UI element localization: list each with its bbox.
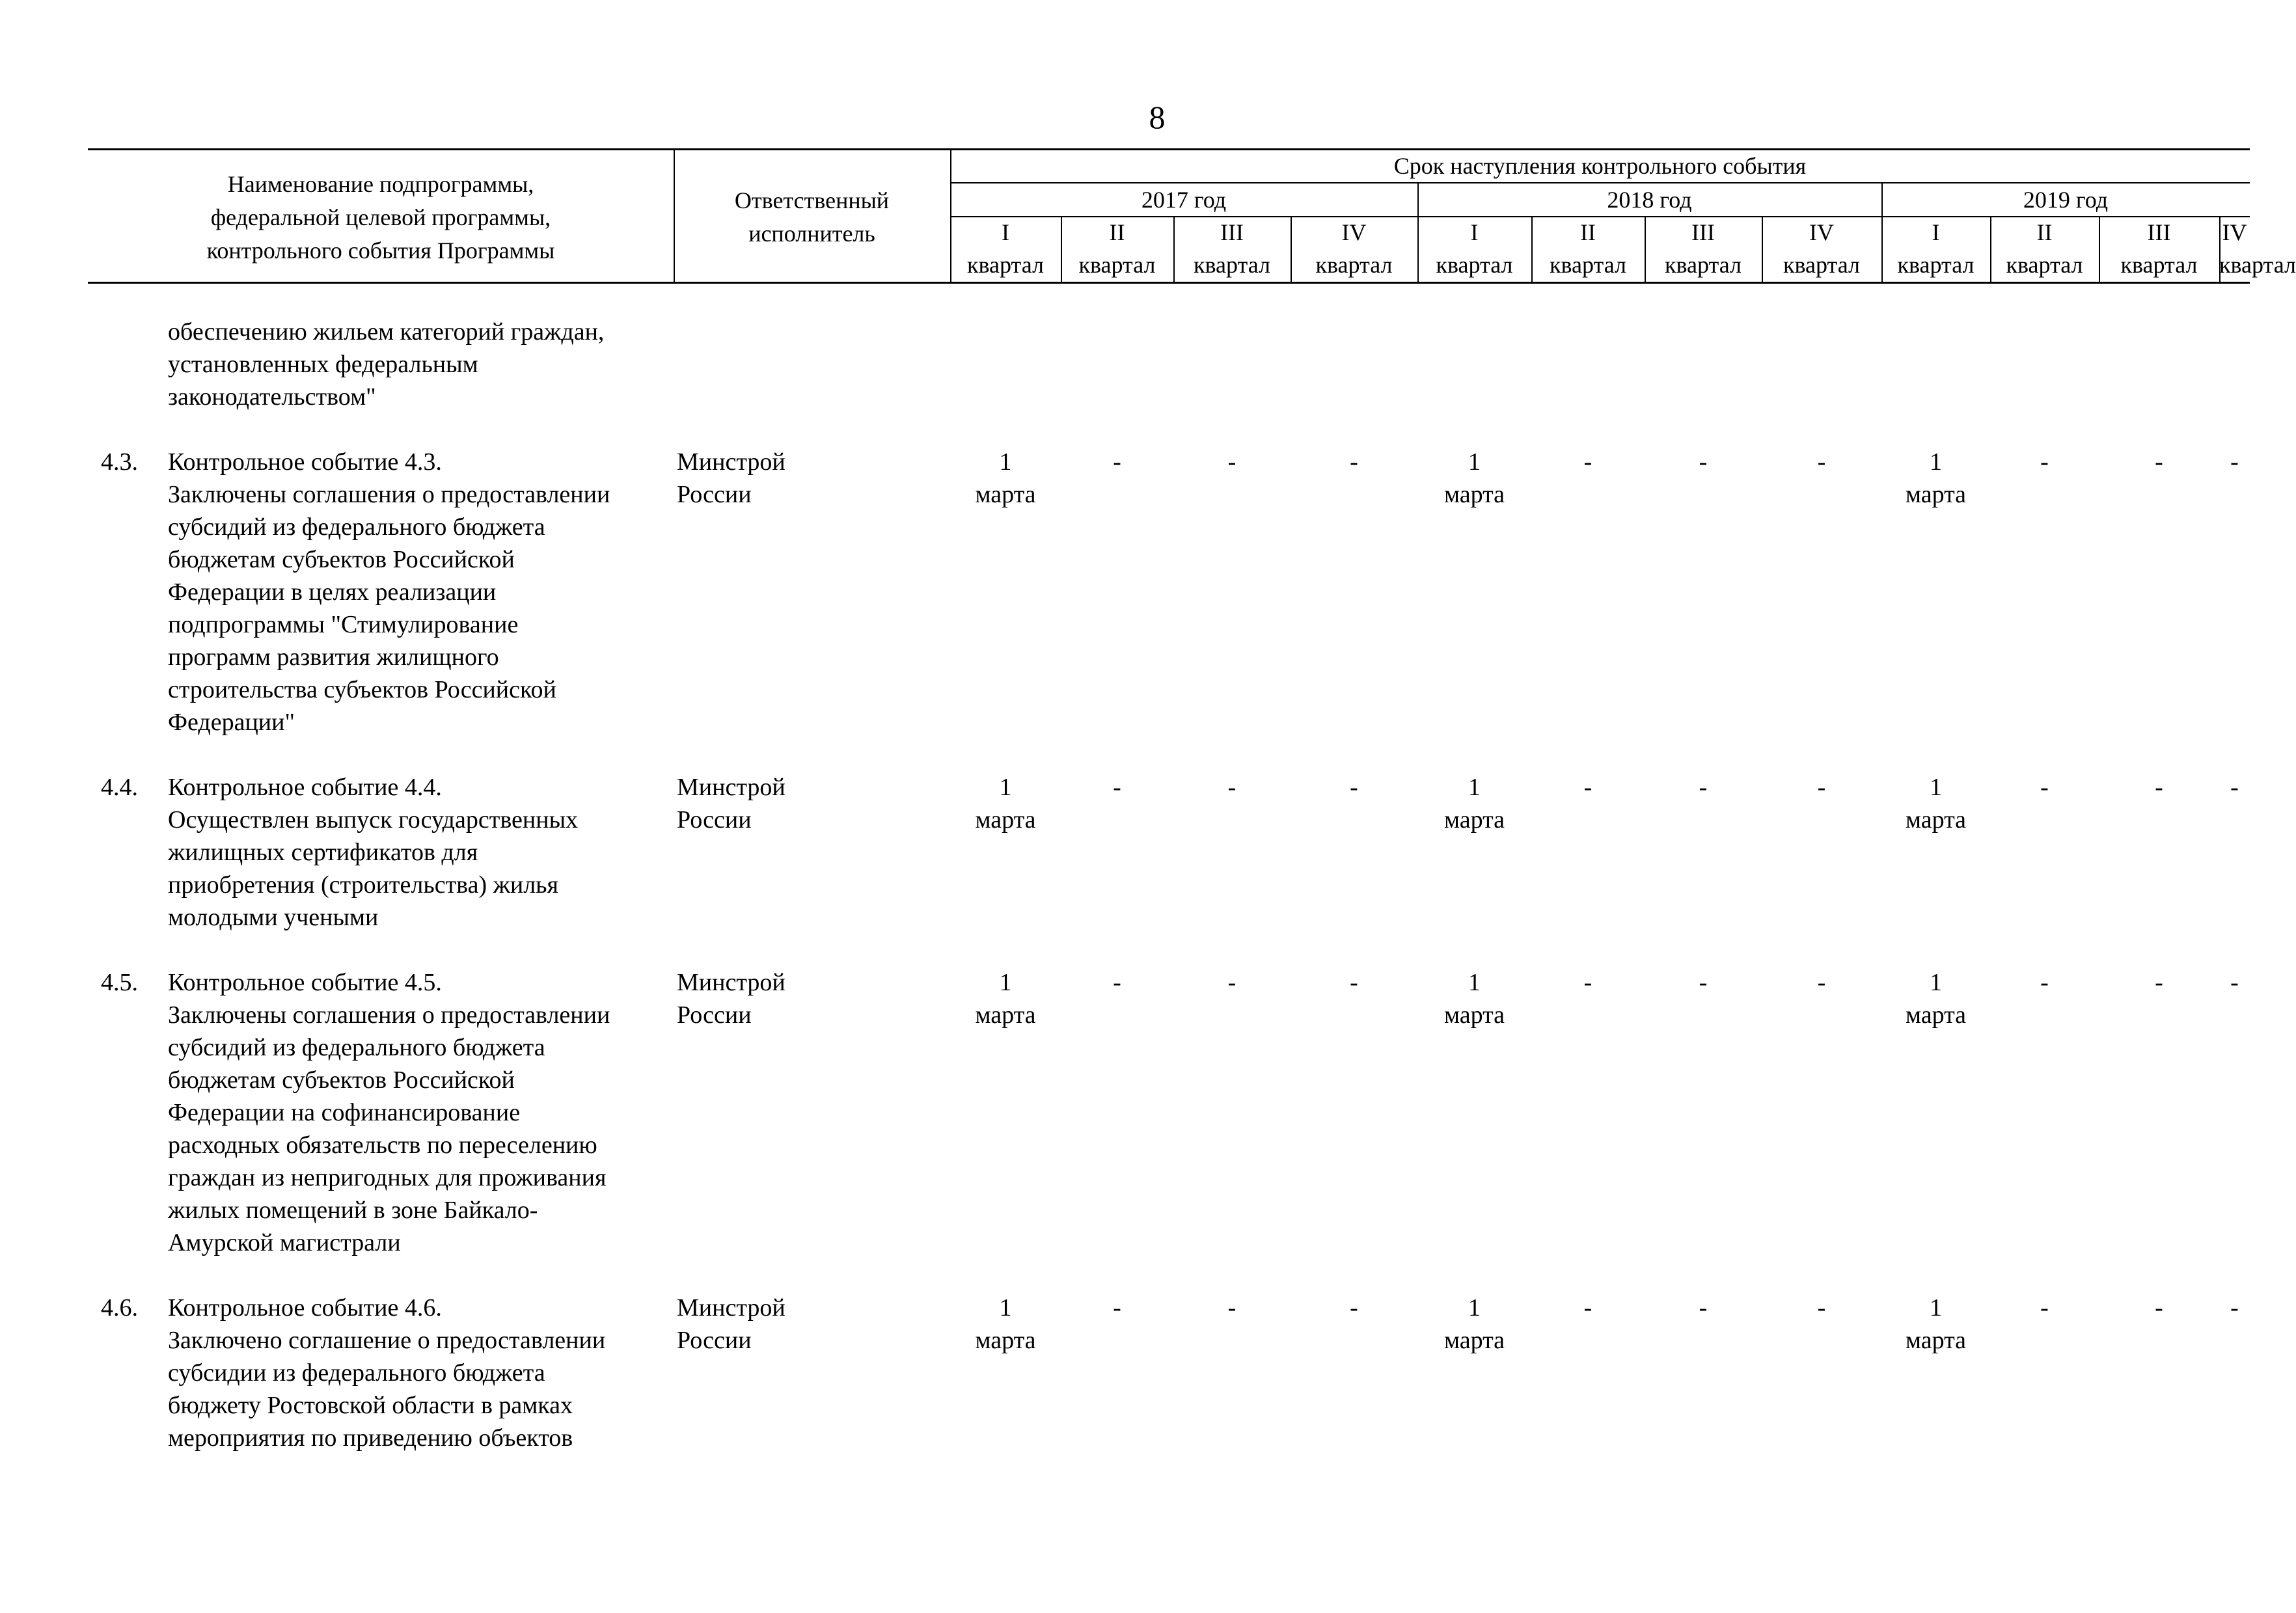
event-description-line: обеспечению жильем категорий граждан, xyxy=(168,318,605,346)
column-header-deadline: Срок наступления контрольного события xyxy=(1393,153,1807,179)
quarter-cell xyxy=(1291,966,1417,999)
quarter-cell xyxy=(1990,446,2099,478)
quarter-cell-line: - xyxy=(1350,774,1358,801)
quarter-cell xyxy=(1762,771,1881,804)
responsible-executor xyxy=(677,966,872,1031)
quarter-cell xyxy=(1417,771,1531,836)
quarter-cell-line: - xyxy=(1227,448,1237,476)
quarter-cell-line: марта xyxy=(975,806,1036,834)
quarter-cell-line: - xyxy=(2040,448,2049,476)
event-description-line: расходных обязательств по переселению xyxy=(168,1132,597,1159)
quarter-cell-line: марта xyxy=(975,1001,1036,1029)
quarter-cell-line: марта xyxy=(1905,1001,1967,1029)
quarter-cell-line: - xyxy=(1817,1294,1826,1322)
event-description-line: Федерации на софинансирование xyxy=(168,1099,521,1126)
quarter-cell-line: - xyxy=(1227,969,1237,996)
event-description-line: субсидий из федерального бюджета xyxy=(168,513,545,541)
year-header-2018: 2018 год xyxy=(1607,187,1692,213)
event-description-line: субсидий из федерального бюджета xyxy=(168,1034,545,1061)
quarter-cell-line: марта xyxy=(1443,481,1505,508)
event-description-line: Амурской магистрали xyxy=(168,1229,401,1256)
quarter-cell-line: марта xyxy=(1443,1327,1505,1354)
column-header-name-line: контрольного события Программы xyxy=(206,237,555,264)
event-description-line: бюджету Ростовской области в рамках xyxy=(168,1392,573,1419)
quarter-header-label: квартал xyxy=(1194,252,1270,278)
event-description-line: Осуществлен выпуск государственных xyxy=(168,806,579,834)
quarter-cell xyxy=(1291,1292,1417,1324)
quarter-cell-line: 1 xyxy=(1930,448,1942,476)
row-number: 4.3. xyxy=(101,448,138,476)
year-header-2019: 2019 год xyxy=(2023,187,2109,213)
quarter-header-numeral: IV xyxy=(1809,219,1834,245)
quarter-cell-line: 1 xyxy=(999,774,1012,801)
quarter-cell xyxy=(1762,446,1881,478)
quarter-cell xyxy=(1173,771,1291,804)
quarter-cell xyxy=(1061,446,1173,478)
event-description-line: Заключены соглашения о предоставлении xyxy=(168,1001,610,1029)
quarter-cell xyxy=(1061,771,1173,804)
event-description-line: Заключены соглашения о предоставлении xyxy=(168,481,610,508)
quarter-cell-line: - xyxy=(2040,969,2049,996)
quarter-cell xyxy=(1173,966,1291,999)
column-header-responsible xyxy=(674,184,950,251)
event-description-line: Контрольное событие 4.4. xyxy=(168,774,442,801)
quarter-cell xyxy=(1417,1292,1531,1357)
quarter-cell xyxy=(2219,771,2250,804)
quarter-cell-line: - xyxy=(1350,1294,1358,1322)
quarter-cell-line: - xyxy=(1699,1294,1708,1322)
quarter-cell xyxy=(1173,1292,1291,1324)
quarter-header-numeral: III xyxy=(2147,219,2171,245)
quarter-cell-line: - xyxy=(2040,774,2049,801)
event-description-line: приобретения (строительства) жилья xyxy=(168,871,558,899)
quarter-cell-line: 1 xyxy=(999,969,1012,996)
quarter-cell-line: марта xyxy=(975,1327,1036,1354)
quarter-cell xyxy=(1531,1292,1645,1324)
quarter-header-numeral: II xyxy=(2036,219,2053,245)
quarter-cell xyxy=(950,446,1061,511)
event-description-line: бюджетам субъектов Российской xyxy=(168,546,515,573)
quarter-cell xyxy=(2099,1292,2219,1324)
quarter-cell xyxy=(2099,771,2219,804)
quarter-cell-line: марта xyxy=(1905,481,1967,508)
quarter-cell-line: марта xyxy=(1443,806,1505,834)
event-description-line: программ развития жилищного xyxy=(168,644,499,671)
quarter-cell-line: 1 xyxy=(999,1294,1012,1322)
event-description-line: установленных федеральным xyxy=(168,351,478,378)
event-description-line: Заключено соглашение о предоставлении xyxy=(168,1327,606,1354)
quarter-cell xyxy=(1881,446,1990,511)
quarter-cell-line: - xyxy=(2230,448,2239,476)
event-description-line: жилых помещений в зоне Байкало- xyxy=(168,1197,538,1224)
quarter-cell xyxy=(1645,771,1762,804)
quarter-cell xyxy=(1061,1292,1173,1324)
quarter-cell-line: - xyxy=(1350,448,1358,476)
quarter-cell xyxy=(1531,771,1645,804)
quarter-cell-line: - xyxy=(1113,448,1121,476)
event-description-line: Федерации в целях реализации xyxy=(168,578,497,606)
quarter-cell xyxy=(1881,1292,1990,1357)
event-description xyxy=(168,446,676,739)
quarter-cell-line: - xyxy=(1817,448,1826,476)
responsible-executor xyxy=(677,446,872,511)
responsible-executor xyxy=(677,1292,872,1357)
quarter-cell-line: 1 xyxy=(1468,774,1481,801)
quarter-cell-line: 1 xyxy=(999,448,1012,476)
event-description-line: бюджетам субъектов Российской xyxy=(168,1066,515,1094)
quarter-cell-line: - xyxy=(2040,1294,2049,1322)
responsible-executor-line: России xyxy=(677,481,752,508)
quarter-cell-line: - xyxy=(2230,1294,2239,1322)
quarter-cell-line: 1 xyxy=(1468,448,1481,476)
quarter-cell-line: - xyxy=(2155,774,2163,801)
quarter-cell-line: - xyxy=(2155,448,2163,476)
header-bottom-border xyxy=(88,282,2250,284)
event-description xyxy=(168,1292,676,1454)
quarter-cell xyxy=(1762,1292,1881,1324)
responsible-executor-line: России xyxy=(677,1327,752,1354)
event-description-line: Контрольное событие 4.6. xyxy=(168,1294,442,1322)
event-description xyxy=(168,771,676,934)
quarter-cell xyxy=(1417,446,1531,511)
quarter-cell-line: 1 xyxy=(1930,774,1942,801)
quarter-cell-line: - xyxy=(2155,969,2163,996)
quarter-cell-line: - xyxy=(1583,1294,1592,1322)
event-description-line: субсидии из федерального бюджета xyxy=(168,1359,545,1387)
quarter-cell-line: марта xyxy=(975,481,1036,508)
quarter-cell-line: - xyxy=(1817,969,1826,996)
quarter-cell-line: - xyxy=(1699,969,1708,996)
quarter-cell-line: марта xyxy=(1905,806,1967,834)
quarter-header-label: квартал xyxy=(1315,252,1393,278)
quarter-cell-line: - xyxy=(1113,1294,1121,1322)
event-description-line: Контрольное событие 4.3. xyxy=(168,448,442,476)
quarter-cell xyxy=(1531,966,1645,999)
responsible-executor-line: Минстрой xyxy=(677,969,786,996)
event-description xyxy=(168,316,676,413)
responsible-executor-line: России xyxy=(677,806,752,834)
quarter-cell xyxy=(1881,771,1990,836)
quarter-cell-line: - xyxy=(2230,969,2239,996)
quarter-header-numeral: I xyxy=(1932,219,1940,245)
quarter-cell-line: 1 xyxy=(1468,1294,1481,1322)
quarter-cell-line: - xyxy=(1583,969,1592,996)
column-header-name xyxy=(88,168,674,267)
quarter-cell-line: - xyxy=(1699,774,1708,801)
quarter-cell xyxy=(1645,966,1762,999)
quarter-header-numeral: II xyxy=(1109,219,1125,245)
quarter-cell-line: - xyxy=(1113,774,1121,801)
quarter-header-numeral: I xyxy=(1002,219,1009,245)
table-header xyxy=(88,148,2296,282)
event-description-line: законодательством" xyxy=(168,383,376,411)
event-description-line: мероприятия по приведению объектов xyxy=(168,1424,573,1452)
quarter-cell-line: 1 xyxy=(1930,969,1942,996)
quarter-cell xyxy=(1291,446,1417,478)
quarter-cell xyxy=(950,966,1061,1031)
quarter-cell-line: марта xyxy=(1443,1001,1505,1029)
quarter-header-label: квартал xyxy=(1897,252,1975,278)
quarter-header-numeral: III xyxy=(1220,219,1244,245)
quarter-cell-line: 1 xyxy=(1930,1294,1942,1322)
event-description-line: граждан из непригодных для проживания xyxy=(168,1164,607,1191)
column-header-name-line: Наименование подпрограммы, xyxy=(227,171,534,197)
quarter-header-label: квартал xyxy=(1550,252,1626,278)
event-description-line: молодыми учеными xyxy=(168,904,379,931)
quarter-header-numeral: I xyxy=(1470,219,1479,245)
quarter-cell xyxy=(1881,966,1990,1031)
quarter-header-label: квартал xyxy=(2006,252,2083,278)
quarter-cell xyxy=(1531,446,1645,478)
quarter-header-label: квартал xyxy=(1078,252,1156,278)
responsible-executor xyxy=(677,771,872,836)
quarter-cell xyxy=(950,771,1061,836)
quarter-cell xyxy=(1990,966,2099,999)
quarter-cell-line: марта xyxy=(1905,1327,1967,1354)
quarter-cell xyxy=(1417,966,1531,1031)
row-number: 4.6. xyxy=(101,1294,138,1322)
column-header-name-line: федеральной целевой программы, xyxy=(210,204,551,230)
quarter-cell-line: - xyxy=(2155,1294,2163,1322)
column-header-responsible-line: Ответственный xyxy=(734,187,890,213)
row-number: 4.4. xyxy=(101,774,138,801)
quarter-cell-line: - xyxy=(1699,448,1708,476)
quarter-cell xyxy=(2219,446,2250,478)
quarter-cell-line: - xyxy=(1350,969,1358,996)
quarter-cell xyxy=(1645,1292,1762,1324)
column-header-responsible-line: исполнитель xyxy=(748,221,875,247)
quarter-header-numeral: IV xyxy=(2222,219,2247,245)
event-description-line: подпрограммы "Стимулирование xyxy=(168,611,519,638)
responsible-executor-line: Минстрой xyxy=(677,774,786,801)
quarter-cell xyxy=(1173,446,1291,478)
event-description-line: Контрольное событие 4.5. xyxy=(168,969,442,996)
quarter-cell-line: - xyxy=(1227,1294,1237,1322)
event-description-line: жилищных сертификатов для xyxy=(168,839,478,866)
quarter-cell xyxy=(1291,771,1417,804)
quarter-cell xyxy=(1061,966,1173,999)
quarter-cell-line: - xyxy=(1227,774,1237,801)
quarter-header-numeral: II xyxy=(1580,219,1596,245)
responsible-executor-line: России xyxy=(677,1001,752,1029)
quarter-header-label: квартал xyxy=(1783,252,1860,278)
quarter-cell-line: - xyxy=(2230,774,2239,801)
quarter-cell xyxy=(2219,966,2250,999)
responsible-executor-line: Минстрой xyxy=(677,448,786,476)
quarter-cell xyxy=(2099,966,2219,999)
quarter-cell-line: 1 xyxy=(1468,969,1481,996)
quarter-cell xyxy=(950,1292,1061,1357)
event-description-line: строительства субъектов Российской xyxy=(168,676,556,703)
quarter-header-label: квартал xyxy=(1436,252,1513,278)
quarter-cell xyxy=(1990,771,2099,804)
row-number: 4.5. xyxy=(101,969,138,996)
year-header-2017: 2017 год xyxy=(1141,187,1227,213)
quarter-cell-line: - xyxy=(1583,448,1592,476)
quarter-cell xyxy=(1645,446,1762,478)
quarter-header-label: квартал xyxy=(2120,252,2198,278)
quarter-header-label: квартал xyxy=(1665,252,1742,278)
quarter-cell xyxy=(2099,446,2219,478)
quarter-cell-line: - xyxy=(1583,774,1592,801)
quarter-cell xyxy=(2219,1292,2250,1324)
responsible-executor-line: Минстрой xyxy=(677,1294,786,1322)
quarter-header-numeral: III xyxy=(1691,219,1715,245)
quarter-header-label: квартал xyxy=(2219,252,2296,278)
quarter-cell-line: - xyxy=(1113,969,1121,996)
quarter-cell xyxy=(1990,1292,2099,1324)
quarter-header-numeral: IV xyxy=(1341,219,1367,245)
event-description-line: Федерации" xyxy=(168,709,295,736)
quarter-cell-line: - xyxy=(1817,774,1826,801)
quarter-cell xyxy=(1762,966,1881,999)
page-number: 8 xyxy=(1149,99,1166,135)
event-description xyxy=(168,966,676,1259)
quarter-header-label: квартал xyxy=(967,252,1044,278)
